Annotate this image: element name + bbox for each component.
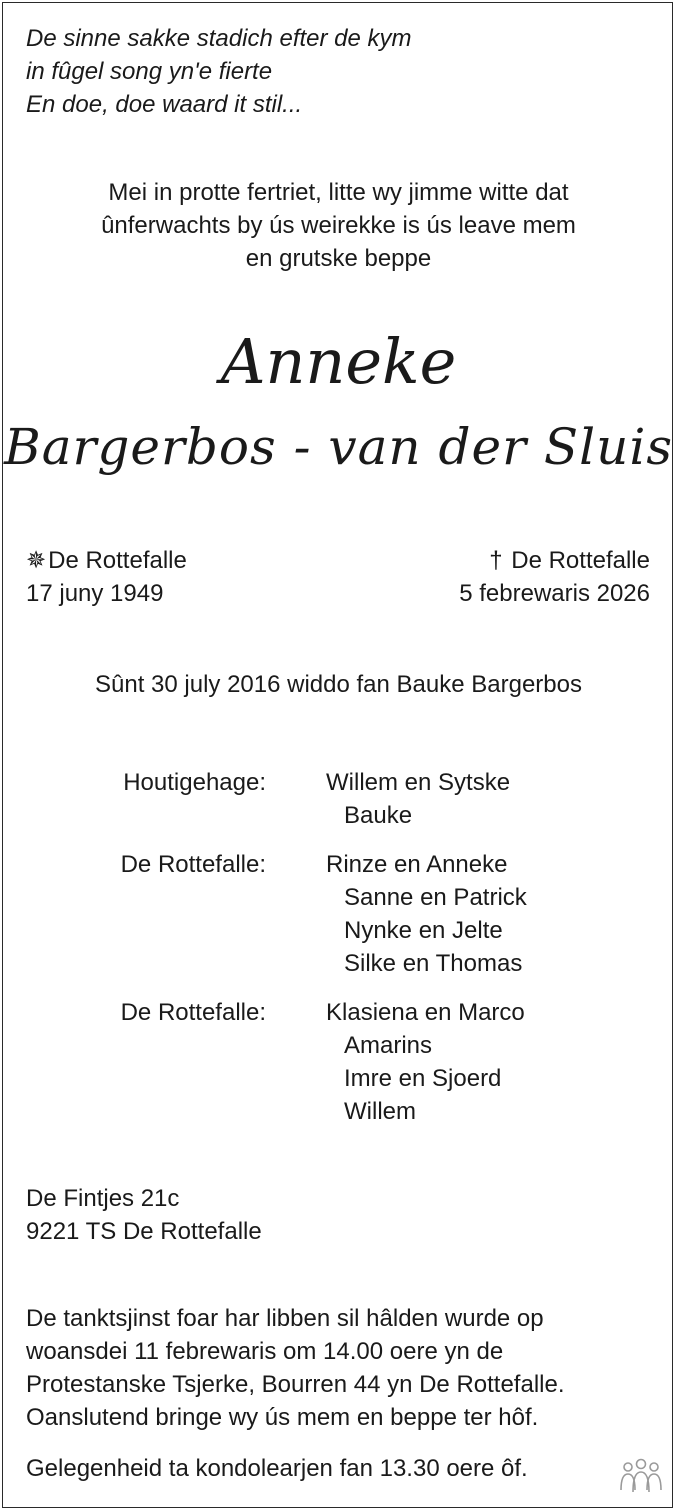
announcement-line: ûnferwachts by ús weirekke is ús leave mem — [101, 212, 576, 239]
birth-star-icon: ✵ — [26, 547, 47, 574]
family-child: Sanne en Patrick — [344, 884, 527, 911]
family-main: Rinze en Anneke — [326, 851, 508, 878]
poem-line: in fûgel song yn'e fierte — [26, 58, 273, 85]
address — [26, 1182, 262, 1248]
poem-line: De sinne sakke stadich efter de kym — [26, 25, 412, 52]
address-street: De Fintjes 21c — [26, 1185, 180, 1212]
family-child: Nynke en Jelte — [344, 917, 503, 944]
family-group — [0, 848, 677, 980]
deceased-last-name: Bargerbos - van der Sluis — [3, 418, 674, 476]
family-main: Klasiena en Marco — [326, 999, 525, 1026]
family-main: Willem en Sytske — [326, 769, 511, 796]
birth-date: 17 juny 1949 — [26, 580, 164, 607]
family-child: Amarins — [344, 1032, 433, 1059]
family-child: Bauke — [344, 802, 413, 829]
people-group-icon — [619, 1456, 663, 1496]
family-place: De Rottefalle: — [120, 851, 266, 878]
service-line: woansdei 11 febrewaris om 14.00 oere yn de — [26, 1338, 504, 1365]
family-place: De Rottefalle: — [120, 999, 266, 1026]
death-info — [459, 544, 650, 610]
deceased-first-name: Anneke — [220, 325, 457, 398]
family-group — [0, 996, 677, 1128]
announcement-line: en grutske beppe — [245, 245, 432, 272]
birth-place: De Rottefalle — [48, 547, 187, 574]
death-cross-icon: † — [489, 547, 503, 574]
family-child: Imre en Sjoerd — [344, 1065, 502, 1092]
family-child: Silke en Thomas — [344, 950, 523, 977]
visitation-text: Gelegenheid ta kondolearjen fan 13.30 oere ôf. — [26, 1455, 528, 1482]
service-info — [26, 1302, 565, 1434]
poem-line: En doe, doe waard it stil... — [26, 91, 303, 118]
poem — [26, 22, 412, 121]
family-group — [0, 766, 677, 832]
family-child: Willem — [344, 1098, 416, 1125]
service-line: Protestanske Tsjerke, Bourren 44 yn De Rottefalle. — [26, 1371, 565, 1398]
birth-info — [26, 544, 187, 610]
service-line: Oanslutend bringe wy ús mem en beppe ter hôf. — [26, 1404, 539, 1431]
death-place: De Rottefalle — [511, 547, 650, 574]
death-date: 5 febrewaris 2026 — [459, 580, 650, 607]
address-postal: 9221 TS De Rottefalle — [26, 1218, 262, 1245]
family-list — [0, 766, 677, 1144]
service-line: De tanktsjinst foar har libben sil hâlden wurde op — [26, 1305, 544, 1332]
family-place: Houtigehage: — [123, 769, 266, 796]
widow-text: Sûnt 30 july 2016 widdo fan Bauke Bargerbos — [95, 671, 582, 698]
announcement-line: Mei in protte fertriet, litte wy jimme witte dat — [108, 179, 569, 206]
announcement — [0, 176, 677, 275]
